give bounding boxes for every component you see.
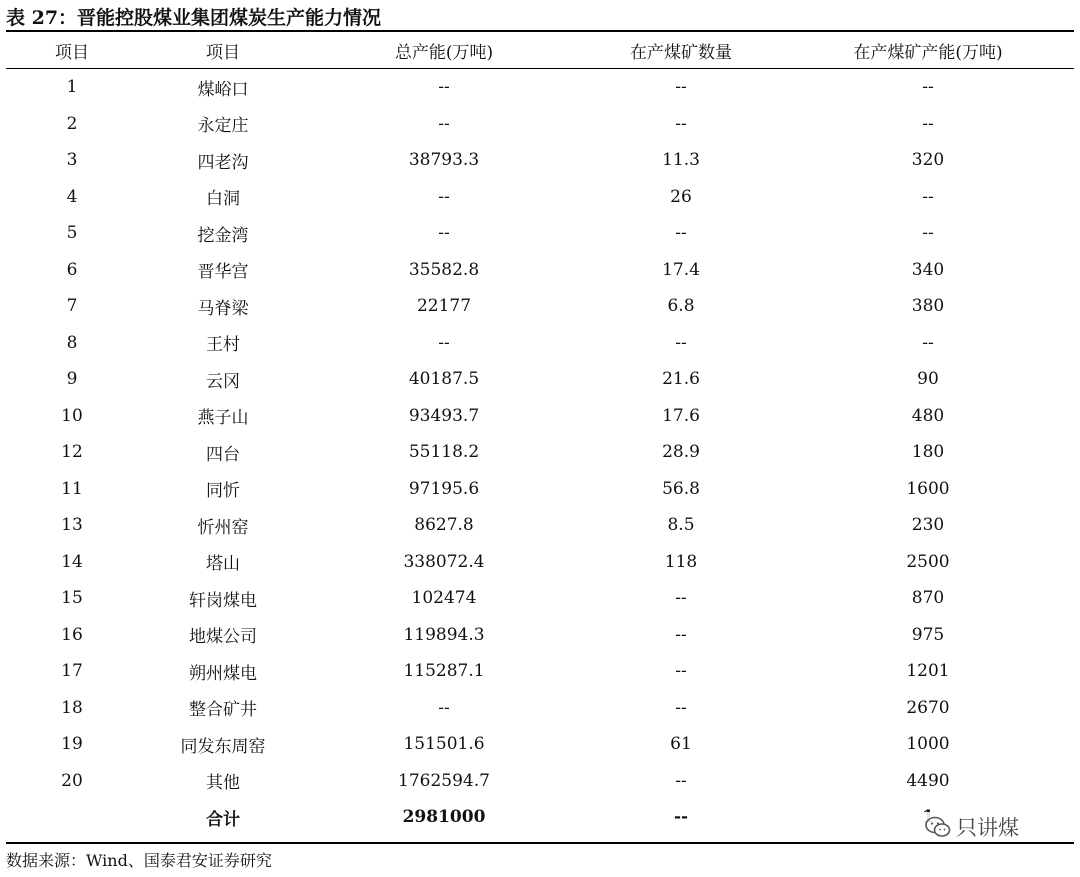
- table-cell: 白洞: [206, 189, 240, 210]
- table-cell: 四台: [206, 444, 240, 465]
- table-cell: 15: [61, 588, 83, 609]
- table-cell: 11.3: [662, 150, 700, 171]
- table-row: [6, 179, 1074, 216]
- table-cell: --: [675, 223, 687, 244]
- table-cell: 340: [911, 259, 945, 280]
- table-cell: 55118.2: [408, 442, 480, 463]
- table-cell: 870: [911, 588, 945, 609]
- table-cell: --: [675, 77, 687, 98]
- table-cell: 6: [66, 259, 78, 280]
- table-cell: 13: [61, 515, 83, 536]
- table-cell: 18: [61, 697, 83, 718]
- table-cell: 118: [664, 551, 698, 572]
- table-cell: 380: [911, 296, 945, 317]
- table-cell: 16: [61, 624, 83, 645]
- table-cell: 102474: [411, 588, 477, 609]
- table-cell: 地煤公司: [189, 627, 257, 648]
- table-cell: 97195.6: [408, 478, 480, 499]
- table-cell: --: [438, 332, 450, 353]
- table-cell: 338072.4: [403, 551, 485, 572]
- table-row: [6, 690, 1074, 727]
- table-cell: 17.4: [662, 259, 700, 280]
- table-row: [6, 325, 1074, 362]
- table-cell: 6.8: [667, 296, 695, 317]
- table-cell: [6, 799, 138, 836]
- table-cell: --: [438, 697, 450, 718]
- column-header: 在产煤矿数量: [630, 43, 732, 63]
- watermark-text: 只讲煤: [956, 816, 1019, 840]
- table-title: 表 27：晋能控股煤业集团煤炭生产能力情况: [6, 7, 382, 29]
- table-row: [6, 544, 1074, 581]
- table-cell: 1: [66, 77, 78, 98]
- table-cell: 9: [66, 369, 78, 390]
- total-row: [6, 799, 1074, 836]
- table-row: [6, 580, 1074, 617]
- table-cell: 8.5: [667, 515, 695, 536]
- table-cell: 5: [66, 223, 78, 244]
- table-cell: 1762594.7: [398, 770, 490, 791]
- table-cell: 忻州窑: [197, 517, 249, 538]
- table-cell: 22177: [416, 296, 472, 317]
- table-row: [6, 215, 1074, 252]
- table-cell: 马脊梁: [197, 298, 249, 319]
- table-row: [6, 398, 1074, 435]
- table-cell: 119894.3: [403, 624, 485, 645]
- table-cell: 1000: [906, 734, 950, 755]
- table-cell: 同发东周窑: [180, 736, 266, 757]
- table-cell: 晋华宫: [197, 262, 249, 283]
- table-cell: 燕子山: [197, 408, 249, 429]
- table-row: [6, 507, 1074, 544]
- table-cell: 10: [61, 405, 83, 426]
- table-cell: 35582.8: [408, 259, 480, 280]
- table-cell: 其他: [206, 773, 240, 794]
- table-cell: 38793.3: [408, 150, 480, 171]
- table-cell: --: [438, 186, 450, 207]
- table-row: [6, 434, 1074, 471]
- table-cell: 同忻: [206, 481, 240, 502]
- table-row: [6, 726, 1074, 763]
- table-cell: 3: [66, 150, 78, 171]
- table-cell: --: [675, 588, 687, 609]
- table-cell: 230: [911, 515, 945, 536]
- table-cell: 四老沟: [197, 152, 249, 173]
- table-cell: --: [438, 113, 450, 134]
- table-cell: 56.8: [662, 478, 700, 499]
- table-cell: 塔山: [206, 554, 240, 575]
- table-cell: 17: [61, 661, 83, 682]
- table-cell: 90: [917, 369, 939, 390]
- table-cell: 4: [66, 186, 78, 207]
- table-row: [6, 252, 1074, 289]
- table-cell: 28.9: [662, 442, 700, 463]
- table-cell: --: [675, 624, 687, 645]
- table-cell: 180: [911, 442, 945, 463]
- table-cell: 王村: [206, 335, 240, 356]
- table-cell: 11: [61, 478, 83, 499]
- table-cell: 20: [61, 770, 83, 791]
- column-header: 项目: [206, 43, 240, 63]
- table-row: [6, 617, 1074, 654]
- table-row: [6, 361, 1074, 398]
- table-cell: 永定庄: [197, 116, 249, 137]
- table-row: [6, 69, 1074, 106]
- table-cell: --: [922, 113, 934, 134]
- table-row: [6, 471, 1074, 508]
- table-cell: 7: [66, 296, 78, 317]
- table-cell: 2500: [906, 551, 950, 572]
- table-row: [6, 288, 1074, 325]
- table-cell: 轩岗煤电: [189, 590, 257, 611]
- wechat-icon: [924, 815, 952, 839]
- table-row: [6, 106, 1074, 143]
- table-cell: 8627.8: [414, 515, 474, 536]
- column-header: 总产能(万吨): [394, 43, 494, 63]
- table-cell: 挖金湾: [197, 225, 249, 246]
- table-cell: 1201: [906, 661, 950, 682]
- table-cell: 19: [61, 734, 83, 755]
- watermark: [922, 812, 1025, 842]
- bottom-rule: [6, 842, 1074, 844]
- column-header: 在产煤矿产能(万吨): [853, 43, 1003, 63]
- table-cell: 2981000: [402, 807, 486, 828]
- table-cell: 975: [911, 624, 945, 645]
- table-cell: 煤峪口: [197, 79, 249, 100]
- table-cell: 480: [911, 405, 945, 426]
- table-cell: --: [675, 113, 687, 134]
- table-cell: --: [438, 223, 450, 244]
- table-cell: 151501.6: [403, 734, 485, 755]
- table-cell: 2: [66, 113, 78, 134]
- table-cell: 26: [670, 186, 692, 207]
- table-cell: 115287.1: [403, 661, 485, 682]
- table-cell: 21.6: [662, 369, 700, 390]
- table-cell: 320: [911, 150, 945, 171]
- table-cell: 17.6: [662, 405, 700, 426]
- table-cell: 12: [61, 442, 83, 463]
- table-cell: 40187.5: [408, 369, 480, 390]
- table-cell: 合计: [206, 809, 240, 830]
- table-cell: --: [675, 661, 687, 682]
- table-cell: --: [922, 223, 934, 244]
- table-cell: 2670: [906, 697, 950, 718]
- table-cell: 云冈: [206, 371, 240, 392]
- table-cell: --: [675, 332, 687, 353]
- table-cell: 整合矿井: [189, 700, 257, 721]
- table-cell: --: [922, 332, 934, 353]
- table-cell: 1600: [906, 478, 950, 499]
- table-cell: --: [675, 697, 687, 718]
- table-cell: 4490: [906, 770, 950, 791]
- table-cell: --: [438, 77, 450, 98]
- table-cell: 93493.7: [408, 405, 480, 426]
- table-cell: 61: [670, 734, 692, 755]
- table-row: [6, 763, 1074, 800]
- table-header-row: [6, 32, 1074, 69]
- table-cell: --: [922, 77, 934, 98]
- table-cell: --: [922, 186, 934, 207]
- data-source-note: 数据来源：Wind、国泰君安证券研究: [6, 851, 272, 870]
- table-cell: --: [675, 770, 687, 791]
- table-cell: 朔州煤电: [189, 663, 257, 684]
- capacity-table: [6, 32, 1074, 836]
- table-row: [6, 142, 1074, 179]
- table-cell: --: [673, 807, 689, 828]
- table-cell: 8: [66, 332, 78, 353]
- column-header: 项目: [55, 43, 89, 63]
- table-cell: 14: [61, 551, 83, 572]
- table-row: [6, 653, 1074, 690]
